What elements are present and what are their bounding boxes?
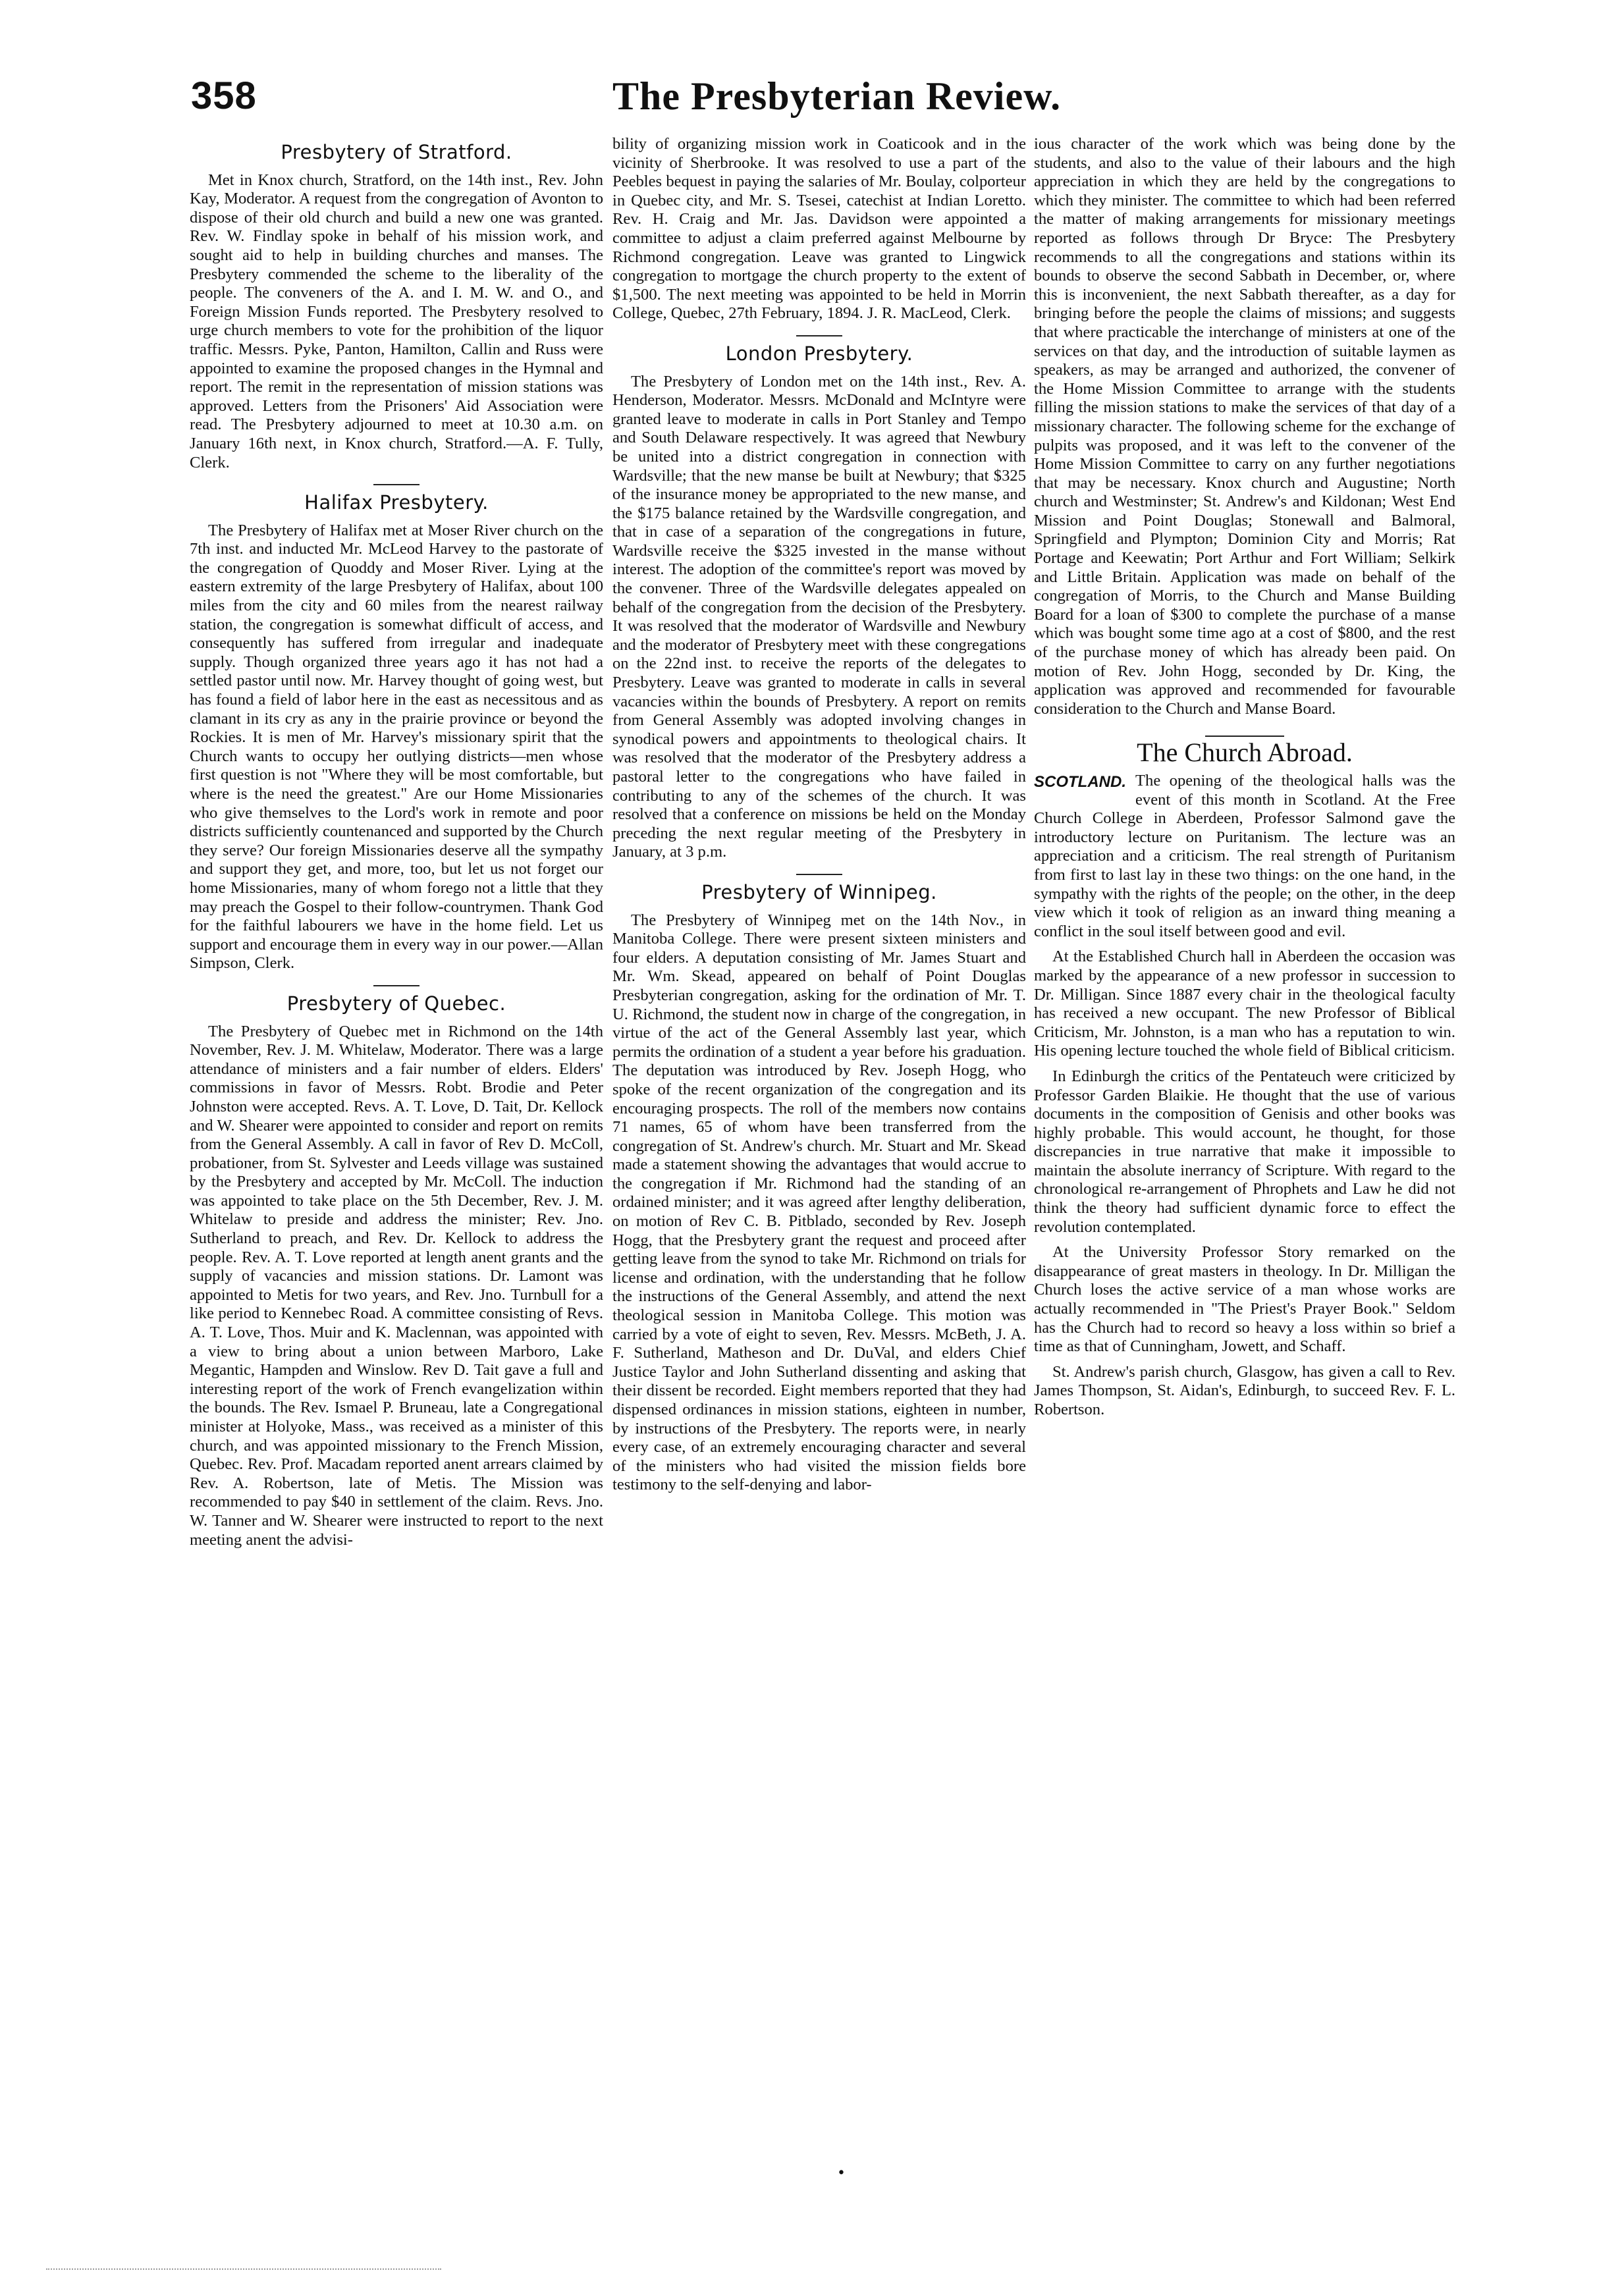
scan-specks: [46, 2268, 441, 2275]
paragraph-church-abroad-5: St. Andrew's parish church, Glasgow, has given a call to Rev. James Thompson, St. Aidan's, Edinburgh, to succeed Rev. F. L. Robertson.: [1034, 1362, 1455, 1418]
section-title-london: London Presbytery.: [725, 342, 913, 365]
section-title-quebec: Presbytery of Quebec.: [286, 992, 506, 1015]
print-mark: •: [837, 2165, 846, 2182]
column-3: [1034, 135, 1455, 2209]
running-header: [191, 74, 1455, 126]
column-2: [612, 135, 1026, 2209]
article-stratford: Met in Knox church, Stratford, on the 14th inst., Rev. John Kay, Moderator. A request from the congregation of Avonton to dispose of their old church and build a new one was granted. Rev. W. Findlay spoke in behalf of his mission work, and sought aid to help in building churches and manses. The Presbytery commended the scheme to the liberality of the people. The conveners of the A. and I. M. W. and O., and Foreign Mission Funds reported. The Presbytery resolved to urge church members to vote for the prohibition of the liquor traffic. Messrs. Pyke, Panton, Hamilton, Callin and Russ were appointed to examine the proposed changes in the Hymnal and report. The remit in the representation of mission stations was approved. Letters from the Prisoners' Aid Association were read. The Presbytery adjourned to meet at 10.30 a.m. on January 16th next, in Knox church, Stratford.—A. F. Tully, Clerk.: [190, 171, 603, 471]
divider: [796, 874, 842, 875]
article-quebec-continued: bility of organizing mission work in Coaticook and in the vicinity of Sherbrooke. It was resolved to use a part of the Peebles bequest in paying the salaries of Mr. Boulay, colporteur in Quebec city, and Mr. S. Tsesei, catechist at Indian Loretto. Rev. H. Craig and Mr. Jas. Davidson were appointed a committee to adjust a claim preferred against Melbourne by Richmond congregation. Leave was granted to Lingwick congregation to mortgage the church property to the extent of $1,500. The next meeting was appointed to be held in Morrin College, Quebec, 27th February, 1894. J. R. MacLeod, Clerk.: [612, 135, 1026, 323]
article-winnipeg: The Presbytery of Winnipeg met on the 14th Nov., in Manitoba College. There were present sixteen ministers and four elders. A deputation consisting of Mr. James Stuart and Mr. Wm. Skead, appeared on behalf of Point Douglas Presbyterian congregation, asking for the ordination of Mr. T. U. Richmond, the student now in charge of the congregation, in virtue of the act of the General Assembly last year, which permits the ordination of a student a year before his graduation. The deputation was introduced by Rev. Joseph Hogg, who spoke of the recent organization of the congregation and its encouraging prospects. The roll of the members now contains 71 names, 65 of whom have been transferred from the congregation of St. Andrew's church. Mr. Stuart and Mr. Skead made a statement showing the advantages that would accrue to the congregation if Mr. Richmond had the standing of an ordained minister; and it was agreed after lengthy deliberation, on motion of Rev C. B. Pitblado, seconded by Rev. Joseph Hogg, that the Presbytery grant the request and proceed after getting leave from the synod to take Mr. Richmond on trials for license and ordination, with the understanding that he follow the instructions of the General Assembly, and attend the next theological session in Manitoba College. This motion was carried by a vote of eight to seven, Rev. Messrs. McBeth, J. A. F. Sutherland, Matheson and Dr. DuVal, and elders Chief Justice Taylor and John Sutherland dissenting and asking that their dissent be recorded. Eight members reported that they had dispensed ordinances in mission stations, eighteen in number, by instructions of the Presbytery. The reports were, in nearly every case, of an extremely encouraging character and several of the ministers who had visited the mission fields bore testimony to the self-denying and labor-: [612, 911, 1026, 1494]
paragraph-church-abroad-2: At the Established Church hall in Aberdeen the occasion was marked by the appearance of a new professor in succession to Dr. Milligan. Since 1887 every chair in the theological faculty has received a new occupant. The new Professor of Biblical Criticism, Mr. Johnston, is a man who has a reputation to win. His opening lecture touched the whole field of Biblical criticism.: [1034, 948, 1455, 1060]
paragraph-church-abroad-3: In Edinburgh the critics of the Pentateuch were criticized by Professor Garden Blaikie. He thought that the use of various documents in the composition of Genisis and other books was highly probable. This would account, he thought, for those discrepancies in true narrative that make it impossible to maintain the absolute inerrancy of Scripture. With regard to the chronological re-arrangement of Phrophets and Law he did not think the theory had sufficient dynamic force to effect the revolution contemplated.: [1034, 1067, 1455, 1236]
page-number: 358: [191, 74, 257, 117]
section-title-winnipeg: Presbytery of Winnipeg.: [701, 880, 937, 903]
section-title-halifax: Halifax Presbytery.: [304, 491, 489, 514]
divider: [373, 484, 420, 485]
article-winnipeg-continued: ious character of the work which was being done by the students, and also to the value of their labours and the high appreciation in which they are held by the congregations to which they minister. The committee to which had been referred the matter of making arrangements for missionary meetings reported as follows through Dr Bryce: The Presbytery recommends to all the congregations and stations within its bounds to observe the second Sabbath in December, or, where this is inconvenient, the next Sabbath thereafter, as a day for bringing before the people the claims of missions; and suggests that where practicable the interchange of ministers at one of the services on that day, and the introduction of suitable laymen as speakers, as may be arranged and authorized, the convener of the Home Mission Committee to arrange with the students filling the mission stations to make the services of that day of a missionary character. The following scheme for the exchange of pulpits was proposed, and it was left to the convener of the Home Mission Committee to carry on any further negotiations that may be necessary. Knox church and Augustine; North church and Westminster; St. Andrew's and Kildonan; West End Mission and Point Douglas; Stonewall and Balmoral, Springfield and Plympton; Dominion City and Morris; Rat Portage and Keewatin; Port Arthur and Fort William; Selkirk and Little Britain. Application was made on behalf of the congregation of Morris, to the Church and Manse Building Board for a loan of $300 to complete the purchase of a manse which was bought some time ago at a cost of $800, and the rest of the purchase money of which has already been paid. On motion of Rev. John Hogg, seconded by Dr. King, the application was approved and recommended for favourable consideration to the Church and Manse Board.: [1034, 135, 1455, 718]
running-title: The Presbyterian Review.: [612, 74, 1062, 118]
divider: [1205, 736, 1284, 737]
article-london: The Presbytery of London met on the 14th inst., Rev. A. Henderson, Moderator. Messrs. McDonald and McIntyre were granted leave to moderate in calls in Port Stanley and Tempo and South Delaware respectively. It was agreed that Newbury be united into a district congregation in connection with Wardsville; that the new manse be built at Newbury; that $325 of the insurance money be appropriated to the new manse, and the $175 balance retained by the Wardsville congregation, and that in case of a separation of the congregations in future, Wardsville receive the $325 invested in the manse without interest. The adoption of the committee's report was moved by the convener. Three of the Wardsville delegates appealed on behalf of the congregation from the decision of the Presbytery. It was resolved that the moderator of Wardsville and Newbury and the moderator of Presbytery meet with these congregations on the 22nd inst. to receive the reports of the delegates to Presbytery. Leave was granted to moderate in calls in several vacancies within the bounds of Presbytery. A report on remits from General Assembly was adopted involving changes in synodical powers and appointments to theological chairs. It was resolved that the moderator of the Presbytery address a pastoral letter to the congregations who have failed in contributing to any of the schemes of the church. It was resolved that a conference on missions be held on the Monday preceding the next regular meeting of the Presbytery in January, at 3 p.m.: [612, 372, 1026, 861]
article-quebec: The Presbytery of Quebec met in Richmond on the 14th November, Rev. J. M. Whitelaw, Moderator. There was a large attendance of ministers and a fair number of elders. Elders' commissions in favor of Messrs. Robt. Brodie and Peter Johnston were accepted. Revs. A. T. Love, D. Tait, Dr. Kellock and W. Shearer were appointed to consider and report on remits from the General Assembly. A call in favor of Rev D. McColl, probationer, from St. Sylvester and Leeds village was sustained by the Presbytery and accepted by Mr. McColl. The induction was appointed to take place on the 5th December, Rev. J. M. Whitelaw to preside and address the minister; Rev. Jno. Sutherland to preach, and Rev. Dr. Kellock to address the people. Rev. A. T. Love reported at length anent grants and the supply of vacancies and mission stations. Dr. Lamont was appointed to Metis for two years, and Rev. Jno. Turnbull for a like period to Kennebec Road. A committee consisting of Revs. A. T. Love, Thos. Muir and K. Maclennan, was appointed with a view to bring about a union between Marboro, Lake Megantic, Hampden and Winslow. Rev D. Tait gave a full and interesting report of the work of French evangelization within the bounds. The Rev. Ismael P. Bruneau, late a Congregational minister at Holyoke, Mass., was received as a minister of this church, and was appointed missionary to the French Mission, Quebec. Rev. Prof. Macadam reported anent arrears claimed by Rev. A. Robertson, late of Metis. The Mission was recommended to pay $40 in settlement of the claim. Revs. Jno. W. Tanner and W. Shearer were instructed to report to the next meeting anent the advisi-: [190, 1022, 603, 1549]
column-1: [190, 135, 603, 2209]
paragraph-church-abroad-4: At the University Professor Story remarked on the disappearance of great masters in theology. In Dr. Milligan the Church loses the active service of a man whose works are actually recommended in "The Priest's Prayer Book." Seldom has the Church had to record so heavy a loss within so brief a time as that of Cunningham, Jowett, and Schaff.: [1034, 1243, 1455, 1356]
sidehead-scotland: SCOTLAND.: [1034, 773, 1126, 791]
divider: [796, 335, 842, 336]
section-title-church-abroad: The Church Abroad.: [1137, 737, 1353, 768]
article-halifax: The Presbytery of Halifax met at Moser River church on the 7th inst. and inducted Mr. McLeod Harvey to the pastorate of the congregation of Quoddy and Moser River. Lying at the eastern extremity of the large Presbytery of Halifax, about 100 miles from the city and 60 miles from the nearest railway station, the congregation is somewhat difficult of access, and consequently has suffered from irregular and inadequate supply. Though organized three years ago it has not had a settled pastor until now. Mr. Harvey thought of going west, but has found a field of labor here in the east as necessitous and as clamant in its cry as any in the prairie province or beyond the Rockies. It is men of Mr. Harvey's missionary spirit that the Church wants to occupy her outlying districts—men whose first question is not "Where they will be most comfortable, but where is the need the greatest." Are our Home Missionaries who give themselves to the Lord's work in remote and poor districts sufficiently countenanced and supported by the Church they serve? Our foreign Missionaries deserve all the sympathy and support they get, and more, too, but let us not forget our home Missionaries, many of whom forego not a little that they may preach the Gospel to their follow-countrymen. Thank God for the faithful labourers we have in the home field. Let us support and encourage them in every way in our power.—Allan Simpson, Clerk.: [190, 521, 603, 973]
paragraph-church-abroad-1: [1034, 772, 1455, 941]
divider: [373, 985, 420, 986]
section-title-stratford: Presbytery of Stratford.: [281, 141, 512, 163]
paragraph-text: The opening of the theological halls was the event of this month in Scotland. At the Free Church College in Aberdeen, Professor Salmond gave the introductory lecture on Puritanism. The lecture was an appreciation and a criticism. The real strength of Puritanism from first to last lay in these two things: on the one hand, in the sympathy with the rights of the people; on the other, in the deep view which it took of religion as an inward thing meaning a conflict in the soul itself between good and evil.: [1034, 772, 1455, 940]
